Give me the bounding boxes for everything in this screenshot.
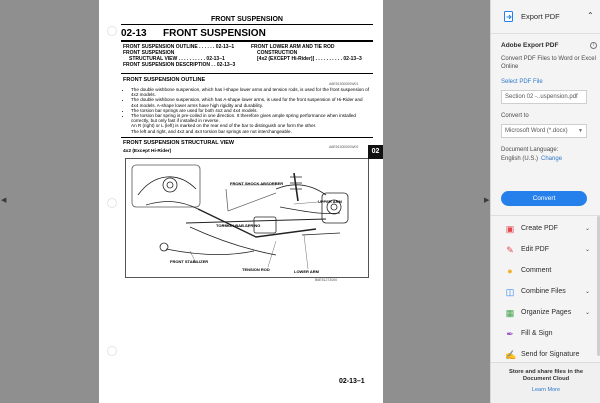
tools-pane: [490, 0, 600, 403]
footer-text: Store and share files in the Document Cloud: [508, 369, 584, 382]
toc-entry[interactable]: STRUCTURAL VIEW . . . . . . . . . . 02-13–1: [129, 56, 225, 62]
format-value: Microsoft Word (*.docx): [505, 128, 568, 134]
toc-entry[interactable]: FRONT SUSPENSION DESCRIPTION . . 02-13–3: [123, 62, 236, 68]
outline-note: The left and right, and 4x2 and 4x4 torsion bar springs are not interchangeable.: [131, 128, 292, 134]
divider: [121, 73, 373, 74]
comment-icon: ●: [507, 266, 513, 276]
edit-pdf-icon: ✎: [506, 245, 514, 255]
table-of-contents-left: [123, 44, 243, 68]
tool-label: Edit PDF: [521, 246, 550, 253]
chevron-down-icon[interactable]: ⌄: [585, 226, 591, 232]
convert-to-label: Convert to: [501, 113, 529, 119]
combine-files-icon: ◫: [505, 287, 515, 297]
selected-file-value: Section 02 -..uspension.pdf: [505, 94, 578, 100]
document-language-row: [501, 156, 562, 162]
tool-label: Create PDF: [521, 225, 558, 232]
section-tab: 02: [368, 145, 383, 159]
binder-hole: [107, 198, 117, 208]
document-language-value: English (U.S.): [501, 156, 539, 162]
tool-comment[interactable]: [505, 266, 597, 278]
toc-entry[interactable]: FRONT SUSPENSION: [123, 50, 175, 56]
section-title-text: FRONT SUSPENSION: [163, 28, 266, 39]
chevron-down-icon[interactable]: ⌄: [585, 310, 591, 316]
tool-combine-files[interactable]: [505, 287, 597, 299]
outline-note: An R (right) or L (left) is marked on the rear end of the bar to distinguish one form the other.: [131, 123, 317, 129]
tool-organize-pages[interactable]: [505, 308, 597, 320]
document-language-label: Document Language:: [501, 147, 559, 153]
panel-title: Adobe Export PDF: [501, 42, 559, 49]
binder-hole: [107, 26, 117, 36]
send-for-signature-icon: ✍: [505, 350, 517, 360]
panel-description: Convert PDF Files to Word or Excel Online: [501, 56, 596, 70]
outline-bullet: • The torsion bar springs are used for both 4x2 and 4x4 models.: [131, 108, 369, 113]
fill-sign-icon: ✒: [506, 329, 514, 339]
table-of-contents-right: [251, 44, 375, 62]
structural-subheading: 4x2 (Except Hi-Rider): [123, 149, 172, 154]
structural-heading: FRONT SUSPENSION STRUCTURAL VIEW: [123, 140, 235, 146]
label-upper-arm: UPPER ARM: [318, 199, 342, 204]
section-number: 02-13: [121, 28, 147, 39]
toc-entry[interactable]: [4x2 (EXCEPT Hi-Rider)] . . . . . . . . . . 02-13–3: [257, 56, 362, 62]
export-pdf-header[interactable]: [491, 0, 600, 34]
tool-label: Comment: [521, 267, 552, 274]
binder-hole: [107, 346, 117, 356]
suspension-diagram-drawing: [126, 159, 368, 277]
outline-body: [125, 87, 369, 134]
label-tension-rod: TENSION ROD: [242, 267, 270, 272]
export-pdf-icon: [504, 11, 514, 22]
convert-button[interactable]: Convert: [501, 191, 587, 206]
page-header: FRONT SUSPENSION: [121, 16, 373, 25]
chevron-down-icon: ▼: [578, 128, 583, 134]
tool-label: Send for Signature: [521, 351, 580, 358]
tool-label: Combine Files: [521, 288, 566, 295]
tool-send-for-signature[interactable]: [505, 350, 597, 362]
collapse-left-arrow-icon[interactable]: ◀: [1, 197, 7, 204]
toc-entry[interactable]: FRONT LOWER ARM AND TIE ROD: [251, 44, 335, 50]
diagram-code: B6E51273000: [315, 278, 338, 282]
tool-create-pdf[interactable]: [505, 224, 597, 236]
section-title: [121, 28, 373, 42]
toc-entry[interactable]: CONSTRUCTION: [257, 50, 298, 56]
toc-entry[interactable]: FRONT SUSPENSION OUTLINE . . . . . . 02-13–1: [123, 44, 235, 50]
tool-label: Organize Pages: [521, 309, 572, 316]
select-pdf-file-link[interactable]: Select PDF File: [501, 79, 543, 85]
info-icon[interactable]: i: [590, 42, 597, 49]
outline-code: A6E51300000W01: [329, 82, 359, 86]
document-cloud-footer: [491, 362, 600, 403]
divider: [121, 137, 373, 138]
outline-bullet: • The double wishbone suspension, which has A-shape lower arms, is used for the front suspension of Hi-Rider and 4x4 models. A-shape lower arms have high rigidity and durability.: [131, 97, 369, 107]
suspension-diagram: [125, 158, 369, 278]
create-pdf-icon: ▣: [505, 224, 515, 234]
selected-file-field[interactable]: [501, 90, 587, 104]
page-number: 02-13–1: [339, 378, 365, 385]
tool-edit-pdf[interactable]: [505, 245, 597, 257]
label-torsion-bar-spring: TORSION BAR SPRING: [216, 223, 261, 228]
pdf-page: [99, 0, 383, 403]
chevron-down-icon[interactable]: ⌄: [585, 247, 591, 253]
outline-heading: FRONT SUSPENSION OUTLINE: [123, 77, 206, 83]
change-language-link[interactable]: Change: [541, 156, 563, 162]
format-dropdown[interactable]: [501, 124, 587, 138]
tool-fill-sign[interactable]: [505, 329, 597, 341]
label-front-shock-absorber: FRONT SHOCK ABSORBER: [230, 181, 284, 186]
tool-label: Fill & Sign: [521, 330, 553, 337]
outline-bullet: • The double wishbone suspension, which has l-shape lower arms and tension rods, is used for the front suspension of 4x2 models.: [131, 87, 369, 97]
structural-code: A6E51300000W02: [329, 145, 359, 149]
label-lower-arm: LOWER ARM: [294, 269, 319, 274]
divider: [491, 215, 600, 216]
export-pdf-title: Export PDF: [521, 12, 560, 21]
label-front-stabilizer: FRONT STABILIZER: [170, 259, 209, 264]
learn-more-link[interactable]: Learn More: [531, 387, 561, 393]
outline-bullet: • The torsion bar spring is pre-coiled in one direction. It therefore gives ample spring performance when installed correctly, but only fast if installed in reverse.: [131, 113, 369, 123]
collapse-right-arrow-icon[interactable]: ▶: [484, 197, 490, 204]
organize-pages-icon: ▦: [505, 308, 515, 318]
chevron-up-icon[interactable]: ⌃: [587, 11, 594, 20]
chevron-down-icon[interactable]: ⌄: [585, 289, 591, 295]
